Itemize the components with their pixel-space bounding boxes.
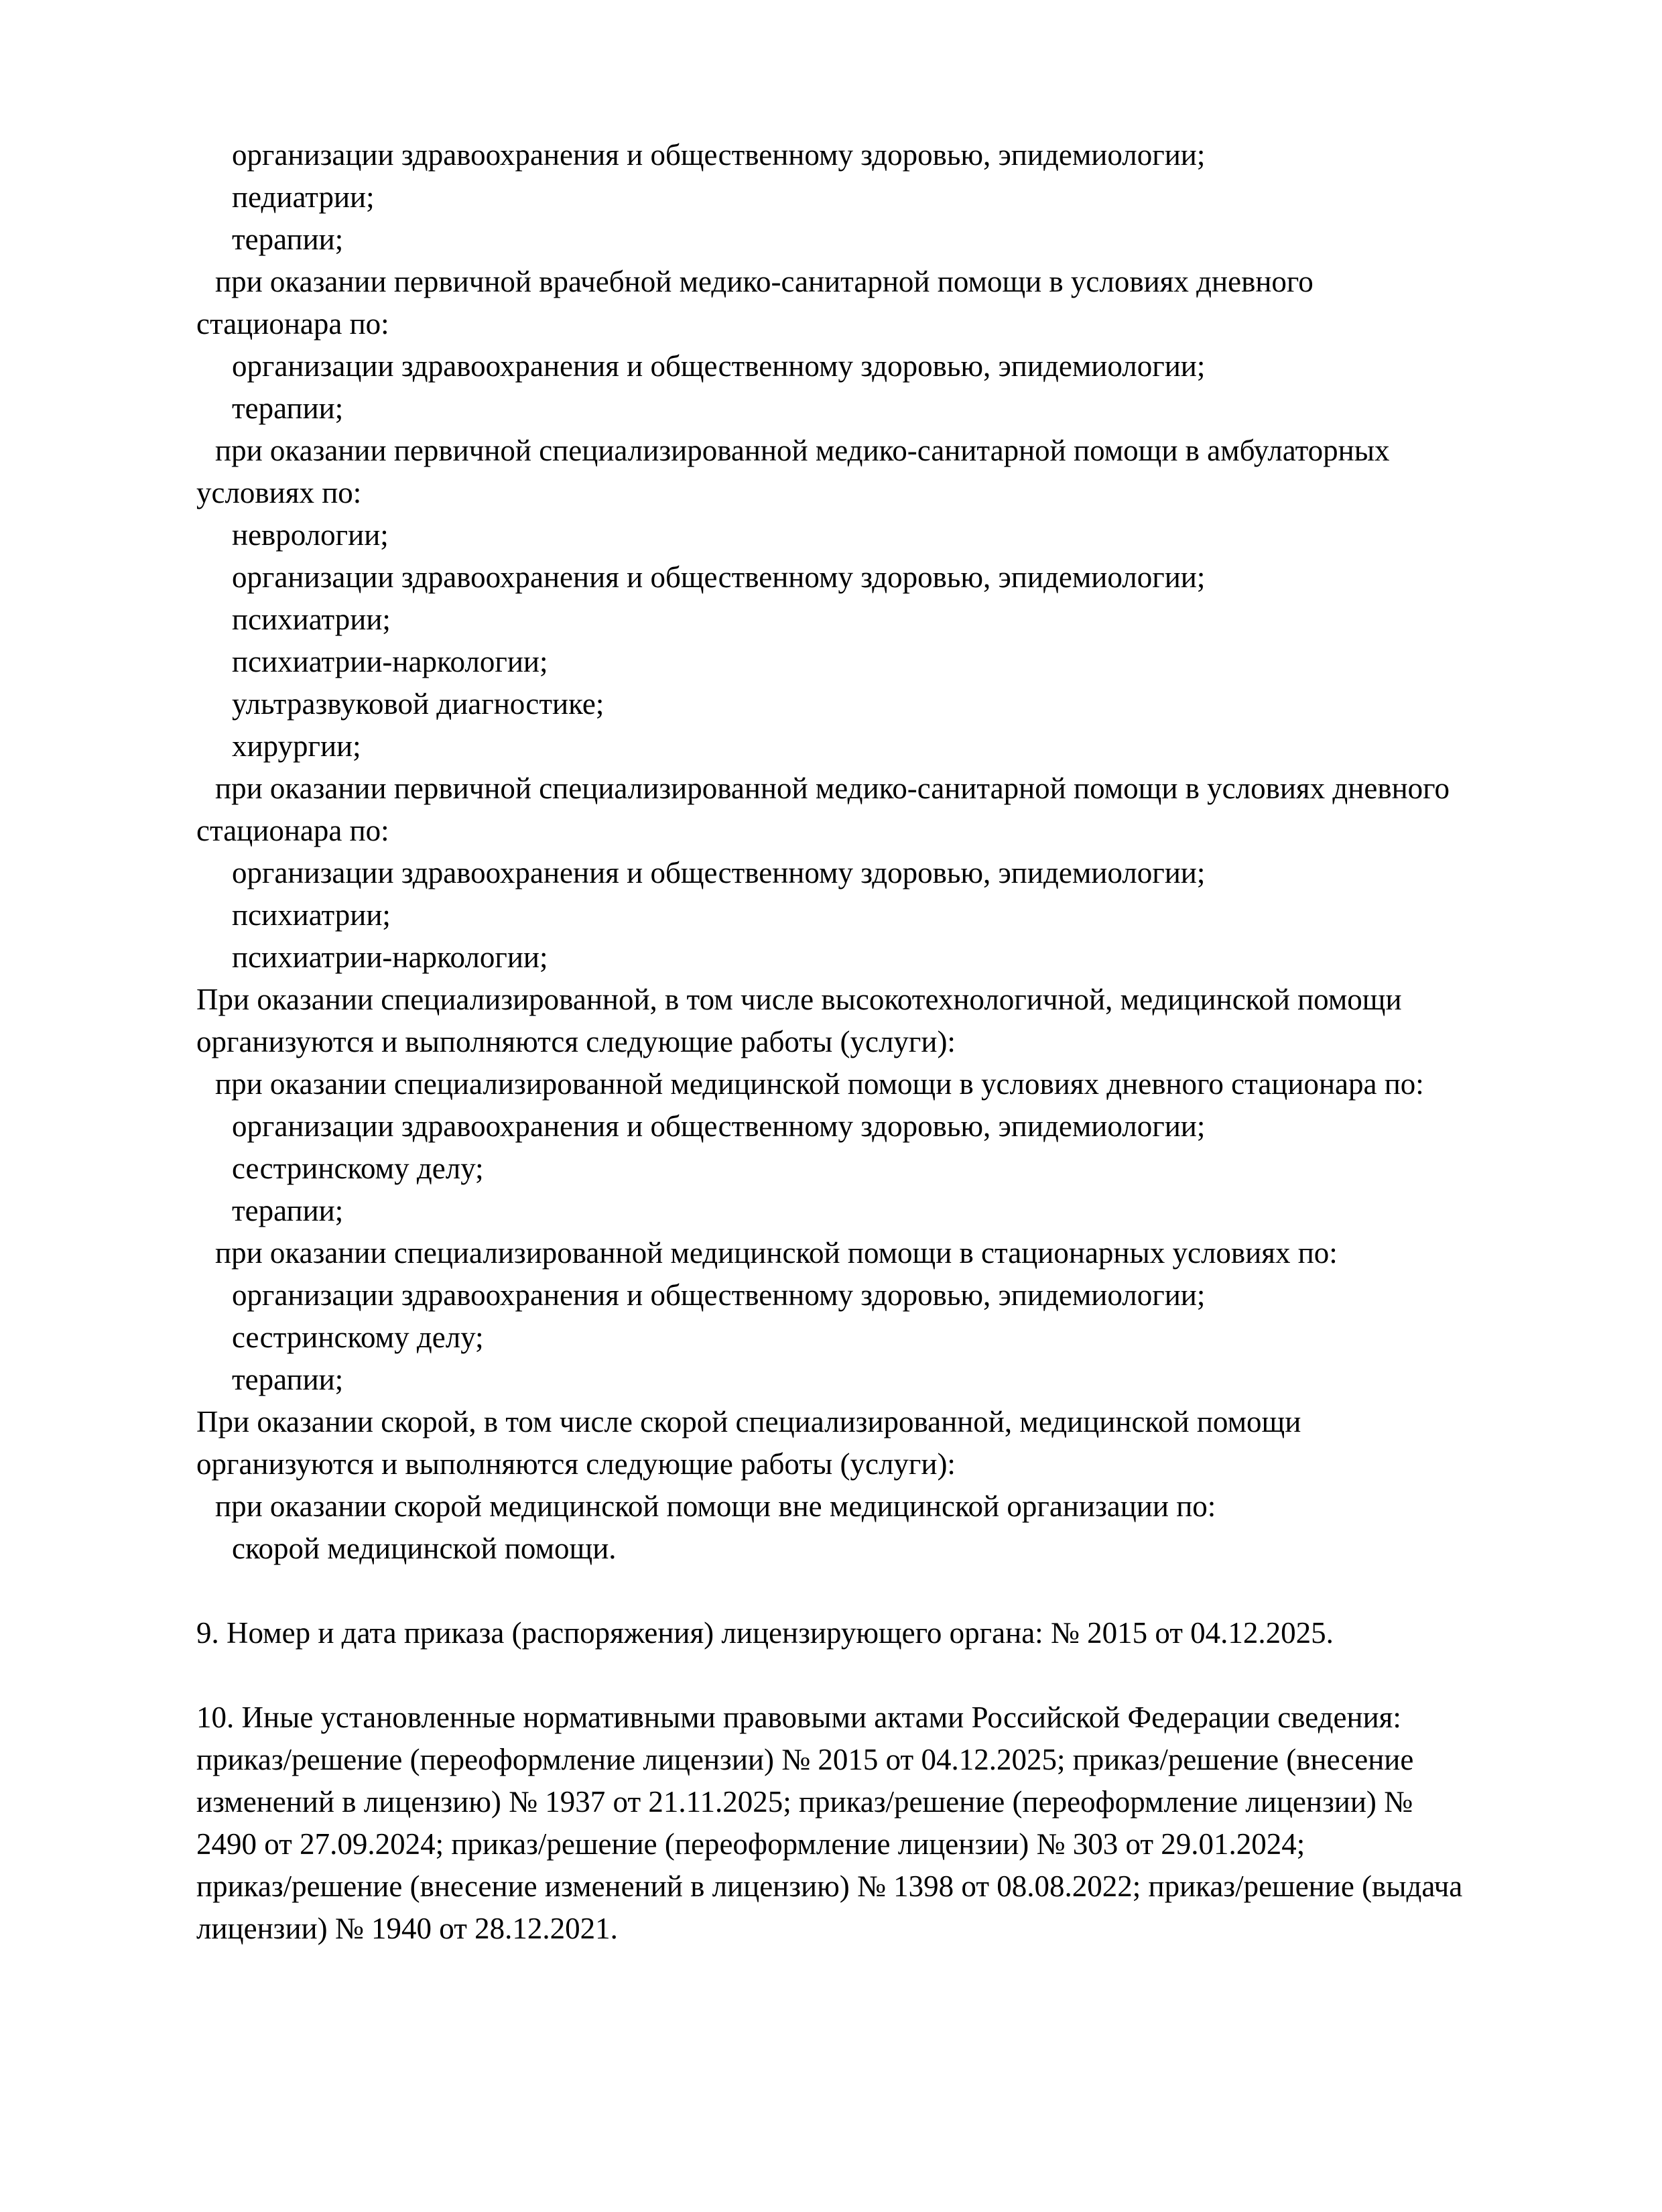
document-line: При оказании скорой, в том числе скорой специализированной, медицинской помощи [196, 1405, 1301, 1438]
document-line: При оказании специализированной, в том числе высокотехнологичной, медицинской помощи [196, 983, 1402, 1016]
document-body [196, 134, 1488, 1950]
document-line: 2490 от 27.09.2024; приказ/решение (переоформление лицензии) № 303 от 29.01.2024; [196, 1827, 1305, 1861]
document-line: организуются и выполняются следующие работы (услуги): [196, 1025, 956, 1058]
document-line: организации здравоохранения и общественному здоровью, эпидемиологии; [232, 349, 1206, 383]
document-line: организации здравоохранения и общественному здоровью, эпидемиологии; [232, 138, 1206, 172]
document-line: организации здравоохранения и общественному здоровью, эпидемиологии; [232, 1278, 1206, 1312]
document-line: при оказании специализированной медицинской помощи в стационарных условиях по: [215, 1236, 1338, 1270]
document-line: при оказании первичной врачебной медико-санитарной помощи в условиях дневного [215, 265, 1314, 298]
document-line: неврологии; [232, 518, 389, 552]
document-line: при оказании первичной специализированной медико-санитарной помощи в амбулаторных [215, 434, 1390, 467]
document-line: скорой медицинской помощи. [232, 1532, 617, 1565]
document-line: условиях по: [196, 476, 362, 509]
document-line: хирургии; [232, 729, 361, 763]
document-line: организуются и выполняются следующие работы (услуги): [196, 1447, 956, 1481]
document-line: психиатрии-наркологии; [232, 940, 548, 974]
document-line: психиатрии; [232, 603, 391, 636]
document-line: приказ/решение (внесение изменений в лицензию) № 1398 от 08.08.2022; приказ/решение (выдача [196, 1869, 1463, 1903]
document-line: организации здравоохранения и общественному здоровью, эпидемиологии; [232, 1109, 1206, 1143]
document-line: при оказании специализированной медицинской помощи в условиях дневного стационара по: [215, 1067, 1424, 1101]
document-line: при оказании скорой медицинской помощи вне медицинской организации по: [215, 1489, 1216, 1523]
document-line: организации здравоохранения и общественному здоровью, эпидемиологии; [232, 856, 1206, 889]
document-line: стационара по: [196, 307, 389, 341]
document-line: стационара по: [196, 814, 389, 847]
document-line: 10. Иные установленные нормативными правовыми актами Российской Федерации сведения: [196, 1701, 1401, 1734]
document-line: терапии; [232, 1194, 344, 1227]
document-line: терапии; [232, 223, 344, 256]
document-line: педиатрии; [232, 180, 375, 214]
document-line: организации здравоохранения и общественному здоровью, эпидемиологии; [232, 560, 1206, 594]
document-line: психиатрии-наркологии; [232, 645, 548, 678]
document-line: при оказании первичной специализированной медико-санитарной помощи в условиях дневного [215, 772, 1450, 805]
document-line: лицензии) № 1940 от 28.12.2021. [196, 1912, 618, 1945]
document-line: изменений в лицензию) № 1937 от 21.11.2025; приказ/решение (переоформление лицензии) № [196, 1785, 1413, 1819]
document-line: ультразвуковой диагностике; [232, 687, 604, 721]
document-line: приказ/решение (переоформление лицензии) № 2015 от 04.12.2025; приказ/решение (внесение [196, 1743, 1414, 1776]
document-line: сестринскому делу; [232, 1320, 484, 1354]
document-line: психиатрии; [232, 898, 391, 932]
document-line: терапии; [232, 1363, 344, 1396]
blank-line [196, 1570, 1488, 1612]
document-line: сестринскому делу; [232, 1152, 484, 1185]
document-line: терапии; [232, 391, 344, 425]
document-line: 9. Номер и дата приказа (распоряжения) лицензирующего органа: № 2015 от 04.12.2025. [196, 1616, 1334, 1650]
blank-line [196, 1654, 1488, 1697]
